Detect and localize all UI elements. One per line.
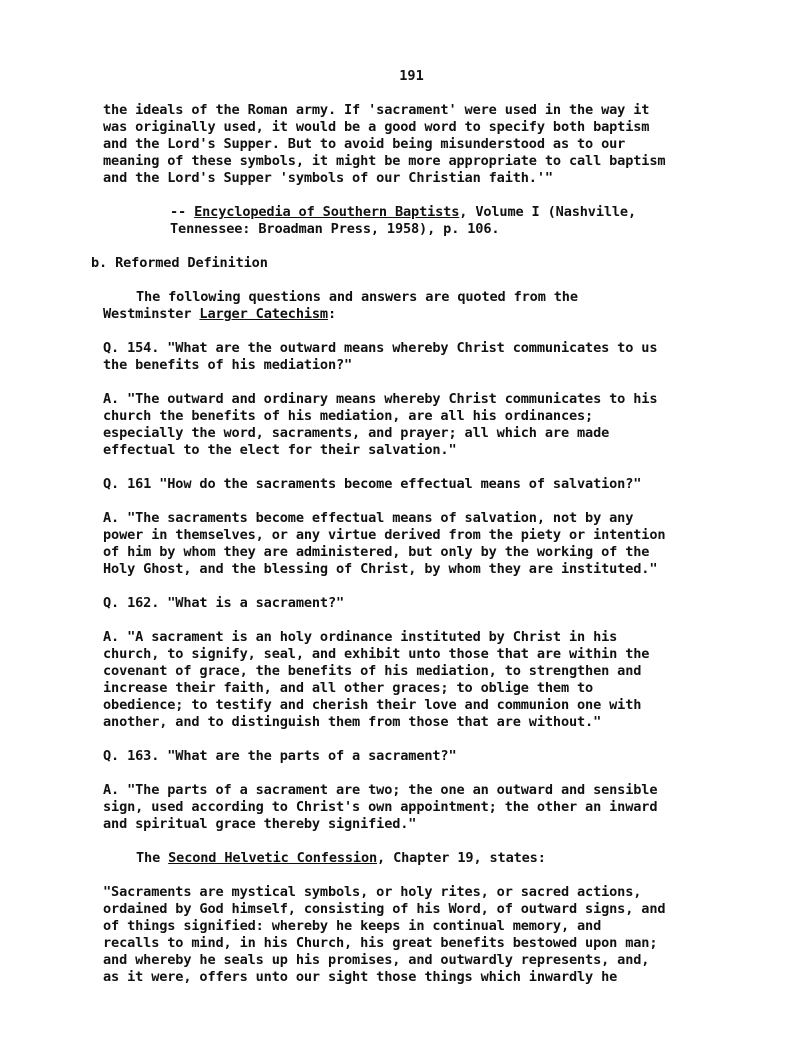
helvetic-title: Second Helvetic Confession xyxy=(168,850,378,866)
helvetic-intro xyxy=(103,850,760,867)
helvetic-tail: , Chapter 19, states: xyxy=(377,850,546,866)
citation-rest: , Volume I (Nashville, Tennessee: Broadman Press, 1958), p. 106. xyxy=(170,204,637,237)
intro-tail: : xyxy=(327,306,337,322)
question-163: Q. 163. "What are the parts of a sacrament?" xyxy=(103,748,457,764)
citation-title: Encyclopedia of Southern Baptists xyxy=(194,204,460,220)
paragraph-roman-army: the ideals of the Roman army. If 'sacrament' were used in the way it was originally used, it would be a good word to specify both baptism and the Lord's Supper. But to avoid being misunderstood as to our meaning of these symbols, it might be more appropriate to call baptism and the Lord's Supper 'symbols of our Christian faith.'" xyxy=(103,102,666,186)
citation xyxy=(170,204,760,238)
intro-paragraph xyxy=(103,289,760,323)
question-154: Q. 154. "What are the outward means whereby Christ communicates to us the benefits of his mediation?" xyxy=(103,340,658,373)
citation-prefix: -- xyxy=(170,204,195,220)
question-161: Q. 161 "How do the sacraments become effectual means of salvation?" xyxy=(103,476,642,492)
answer-163: A. "The parts of a sacrament are two; the one an outward and sensible sign, used according to Christ's own appointment; the other an inward and spiritual grace thereby signified." xyxy=(103,782,658,832)
answer-161: A. "The sacraments become effectual means of salvation, not by any power in themselves, or any virtue derived from the piety or intention of him by whom they are administered, but only by the working of the Holy Ghost, and the blessing of Christ, by whom they are instituted." xyxy=(103,510,666,577)
larger-catechism-title: Larger Catechism xyxy=(199,306,328,322)
page-number: 191 xyxy=(399,68,424,84)
question-162: Q. 162. "What is a sacrament?" xyxy=(103,595,345,611)
answer-162: A. "A sacrament is an holy ordinance instituted by Christ in his church, to signify, seal, and exhibit unto those that are within the covenant of grace, the benefits of his mediation, to strengthen and increase their faith, and all other graces; to oblige them to obedience; to testify and cherish their love and communion one with another, and to distinguish them from those that are without." xyxy=(103,629,650,730)
intro-text: The following questions and answers are quoted from the Westminster xyxy=(103,289,578,322)
section-heading: b. Reformed Definition xyxy=(91,255,268,271)
sacraments-quote: "Sacraments are mystical symbols, or holy rites, or sacred actions, ordained by God himself, consisting of his Word, of outward signs, and of things signified: whereby he keeps in continual memory, and recalls to mind, in his Church, his great benefits bestowed upon man; and whereby he seals up his promises, and outwardly represents, and, as it were, offers unto our sight those things which inwardly he xyxy=(103,884,666,985)
helvetic-lead: The xyxy=(136,850,169,866)
answer-154: A. "The outward and ordinary means whereby Christ communicates to his church the benefits of his mediation, are all his ordinances; especially the word, sacraments, and prayer; all which are made effectual to the elect for their salvation." xyxy=(103,391,658,458)
